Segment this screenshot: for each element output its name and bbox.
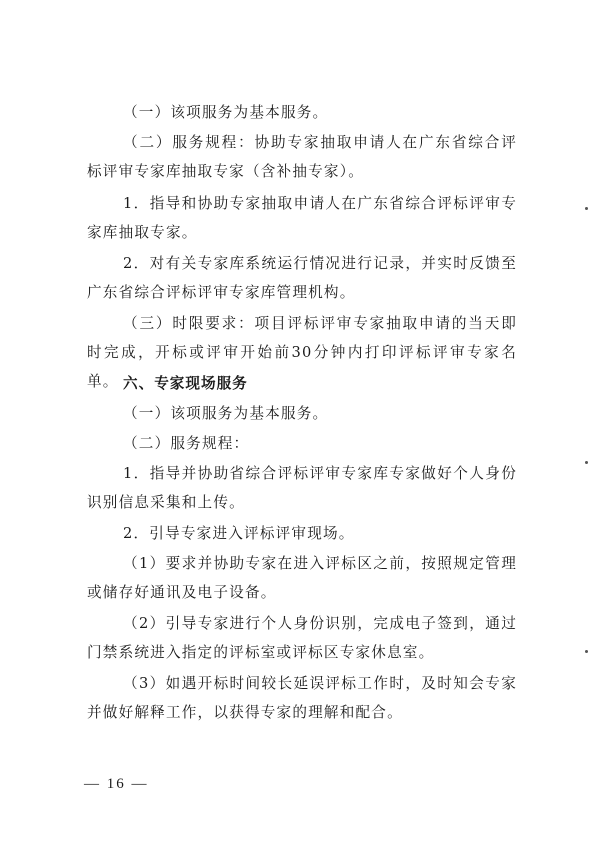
paragraph-5: （三）时限要求：项目评标评审专家抽取申请的当天即时完成，开标或评审开始前30分钟内打印评标评审专家名单。 [87, 315, 517, 390]
paragraph-3: 1．指导和协助专家抽取申请人在广东省综合评标评审专家库抽取专家。 [87, 195, 517, 241]
paragraph-9: 2．引导专家进入评标评审现场。 [123, 525, 355, 542]
paragraph-10: （1）要求并协助专家在进入评标区之前，按照规定管理或储存好通讯及电子设备。 [87, 555, 517, 601]
section-heading: 六、专家现场服务 [123, 375, 248, 392]
margin-dot-1 [585, 207, 588, 210]
paragraph-1: （一）该项服务为基本服务。 [123, 104, 329, 121]
paragraph-7: （二）服务规程： [123, 435, 250, 452]
paragraph-12: （3）如遇开标时间较长延误评标工作时，及时知会专家并做好解释工作，以获得专家的理解和配合。 [87, 675, 517, 721]
paragraph-11: （2）引导专家进行个人身份识别，完成电子签到，通过门禁系统进入指定的评标室或评标区专家休息室。 [87, 615, 517, 661]
paragraph-4: 2．对有关专家库系统运行情况进行记录，并实时反馈至广东省综合评标评审专家库管理机构。 [87, 255, 517, 301]
paragraph-2: （二）服务规程：协助专家抽取申请人在广东省综合评标评审专家库抽取专家（含补抽专家）。 [87, 134, 517, 180]
paragraph-8: 1．指导并协助省综合评标评审专家库专家做好个人身份识别信息采集和上传。 [87, 465, 517, 511]
paragraph-6: （一）该项服务为基本服务。 [123, 405, 329, 422]
margin-dot-2 [585, 461, 588, 464]
page-number: — 16 — [84, 776, 149, 792]
margin-dot-3 [585, 650, 588, 653]
